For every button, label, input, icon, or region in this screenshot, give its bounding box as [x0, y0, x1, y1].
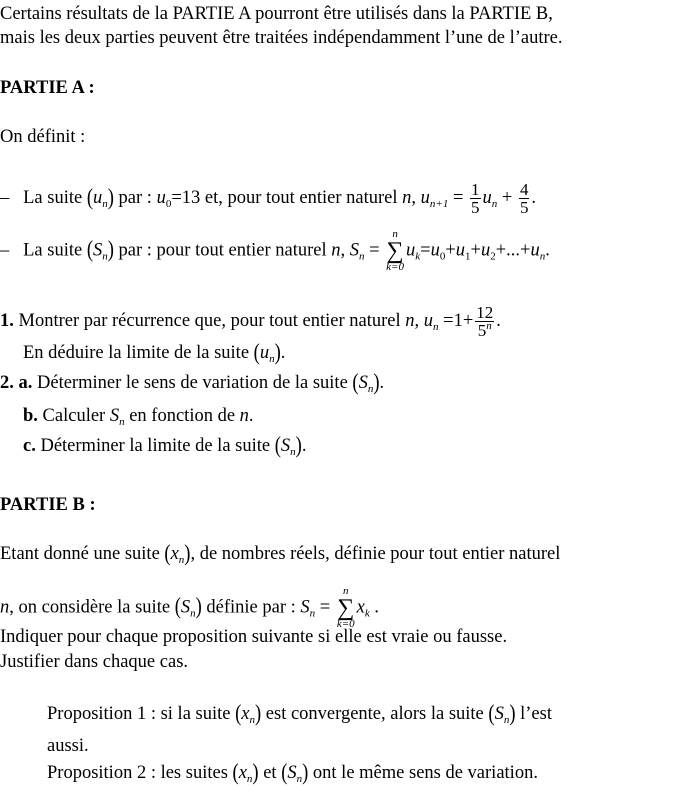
idx: n [367, 383, 374, 395]
rparen: ) [509, 701, 516, 727]
summation [386, 229, 404, 273]
eq: = [319, 597, 331, 618]
text: l’est [520, 704, 552, 724]
proposition-2 [47, 762, 538, 784]
question-2c [23, 435, 306, 457]
on-definit: On définit : [0, 127, 86, 147]
partie-b-para-3: Indiquer pour chaque proposition suivante si elle est vraie ou fausse. [0, 627, 508, 647]
text: Calculer [42, 406, 106, 426]
end: . [301, 436, 307, 456]
dash: – [0, 187, 10, 208]
sub-label: a. [18, 373, 33, 393]
rparen: ) [373, 370, 380, 396]
seq: S [287, 763, 297, 783]
partie-b-title: PARTIE B : [0, 495, 96, 515]
rparen: ) [107, 185, 114, 211]
definition-un [0, 181, 536, 216]
den-exp: n [486, 320, 492, 332]
seq-u: u [93, 187, 103, 208]
den: 5 [519, 198, 529, 217]
lhs-idx: n [433, 320, 439, 333]
sum-top: n [392, 228, 398, 240]
summation [337, 586, 355, 630]
seq: S [280, 436, 291, 456]
u0-idx: 0 [165, 197, 172, 210]
fraction-12-5n [475, 304, 494, 339]
rparen: ) [302, 760, 309, 786]
rparen: ) [184, 541, 191, 567]
text: définie par : [206, 597, 296, 618]
idx: n [246, 773, 253, 785]
text: ont le même sens de variation. [312, 763, 538, 783]
idx: n [178, 554, 185, 566]
comma: , [414, 310, 420, 331]
n: n [405, 310, 415, 331]
idx: n [102, 250, 108, 263]
lparen: ( [281, 760, 288, 786]
idx: n [269, 353, 275, 365]
comma: , [340, 240, 346, 261]
den-base: 5 [477, 321, 487, 340]
text: par : pour tout entier naturel [118, 240, 327, 261]
seq: u [259, 343, 270, 363]
lhs-idx: n [358, 250, 365, 263]
lhs: S [300, 597, 310, 618]
text: Montrer par récurrence que, pour tout entier naturel [18, 310, 401, 331]
sigma: ∑ [337, 595, 355, 621]
lhs: u [423, 310, 434, 331]
num: 4 [519, 180, 529, 199]
end: . [374, 597, 380, 618]
comma: , [411, 187, 417, 208]
seq: x [238, 763, 247, 783]
text: Proposition 1 : si la suite [47, 704, 231, 724]
mid-idx: n [491, 197, 498, 210]
proposition-1 [47, 703, 552, 725]
text: , de nombres réels, définie pour tout entier naturel [190, 544, 561, 564]
seq: x [241, 704, 250, 724]
eq: =1+ [443, 310, 474, 331]
question-1-line-2 [23, 342, 285, 364]
idx: n [119, 416, 125, 428]
idx: n [290, 446, 296, 458]
idx: n [296, 773, 303, 785]
u: u [530, 240, 540, 261]
lparen: ( [253, 340, 260, 366]
partie-b-para-2 [0, 586, 379, 630]
plus: + [501, 187, 513, 208]
partie-b-para-4: Justifier dans chaque cas. [0, 652, 189, 672]
lhs: u [420, 187, 430, 208]
rparen: ) [252, 760, 259, 786]
in: n [539, 250, 546, 263]
end: . [496, 310, 501, 331]
text: est convergente, alors la suite [265, 704, 484, 724]
i0: 0 [439, 250, 446, 263]
plus-dots: +...+ [495, 240, 531, 261]
end: . [531, 187, 537, 208]
end: . [280, 343, 286, 363]
lparen: ( [164, 541, 171, 567]
plus: + [470, 240, 481, 261]
lparen: ( [174, 594, 181, 620]
lparen: ( [274, 433, 281, 459]
sum-bot: k=0 [386, 261, 404, 273]
text: , on considère la suite [9, 597, 171, 618]
rparen: ) [274, 340, 281, 366]
rparen: ) [107, 237, 114, 263]
text: Etant donné une suite [0, 544, 160, 564]
lparen: ( [232, 760, 239, 786]
end: . [248, 406, 254, 426]
rhs-eq: = [420, 240, 431, 261]
fraction-1-5 [470, 181, 481, 216]
n: n [331, 240, 341, 261]
text: La suite [23, 240, 83, 261]
lparen: ( [86, 185, 93, 211]
mid: u [482, 187, 492, 208]
u: u [455, 240, 465, 261]
lparen: ( [488, 701, 495, 727]
text: et, pour tout entier naturel [204, 187, 398, 208]
rparen: ) [295, 433, 302, 459]
text: En déduire la limite de la suite [23, 343, 250, 363]
seq-s: S [93, 240, 103, 261]
intro-line-2: mais les deux parties peuvent être traitées indépendamment l’une de l’autre. [0, 28, 563, 48]
u: u [480, 240, 491, 261]
u0: u [156, 187, 166, 208]
n: n [239, 406, 249, 426]
end: . [379, 373, 385, 393]
eq: = [452, 187, 464, 208]
seq: S [358, 373, 368, 393]
sum-bot: k=0 [336, 618, 355, 630]
rparen: ) [254, 701, 262, 727]
lhs: S [349, 240, 359, 261]
i2: 2 [490, 250, 496, 263]
term: u [405, 240, 416, 261]
intro-line-1: Certains résultats de la PARTIE A pourront être utilisés dans la PARTIE B, [0, 4, 553, 24]
term-idx: k [415, 250, 421, 263]
text: Déterminer le sens de variation de la suite [37, 373, 348, 393]
lparen: ( [86, 237, 93, 263]
plus: + [445, 240, 456, 261]
lparen: ( [235, 701, 242, 727]
idx: n [102, 197, 108, 210]
seq: S [109, 406, 120, 426]
sum-top: n [343, 585, 349, 597]
text: Déterminer la limite de la suite [40, 436, 271, 456]
idx: n [190, 607, 196, 620]
sub-label: b. [23, 406, 38, 426]
text: en fonction de [129, 406, 236, 426]
text: Proposition 2 : les suites [47, 763, 228, 783]
idx: n [503, 714, 510, 726]
question-1 [0, 304, 501, 339]
sigma: ∑ [386, 238, 404, 264]
question-number: 2. [0, 373, 14, 393]
lhs-idx: n+1 [429, 197, 449, 210]
u: u [430, 240, 440, 261]
sub-label: c. [23, 436, 36, 456]
question-number: 1. [0, 310, 14, 331]
term-idx: k [364, 607, 370, 620]
eq13: =13 [171, 187, 201, 208]
definition-deux [0, 229, 550, 273]
seq: S [180, 597, 191, 618]
lhs-idx: n [309, 607, 316, 620]
text: La suite [23, 187, 83, 208]
n: n [0, 597, 10, 618]
lparen: ( [352, 370, 359, 396]
seq: x [170, 544, 179, 564]
fraction-4-5 [519, 181, 530, 216]
text: par : [118, 187, 152, 208]
seq: S [494, 704, 504, 724]
n: n [402, 187, 412, 208]
den: 5 [471, 198, 480, 217]
partie-b-para-1 [0, 543, 560, 565]
eq: = [369, 240, 380, 261]
question-2b [23, 405, 254, 427]
num: 1 [471, 180, 480, 199]
text: et [263, 763, 277, 783]
partie-a-title: PARTIE A : [0, 78, 95, 98]
question-2a [0, 372, 384, 394]
idx: n [249, 714, 255, 726]
proposition-1-line-2: aussi. [47, 736, 89, 756]
end: . [545, 240, 550, 261]
num: 12 [476, 303, 494, 322]
rparen: ) [195, 594, 202, 620]
i1: 1 [465, 250, 471, 263]
term: x [356, 597, 365, 618]
dash: – [0, 240, 10, 261]
